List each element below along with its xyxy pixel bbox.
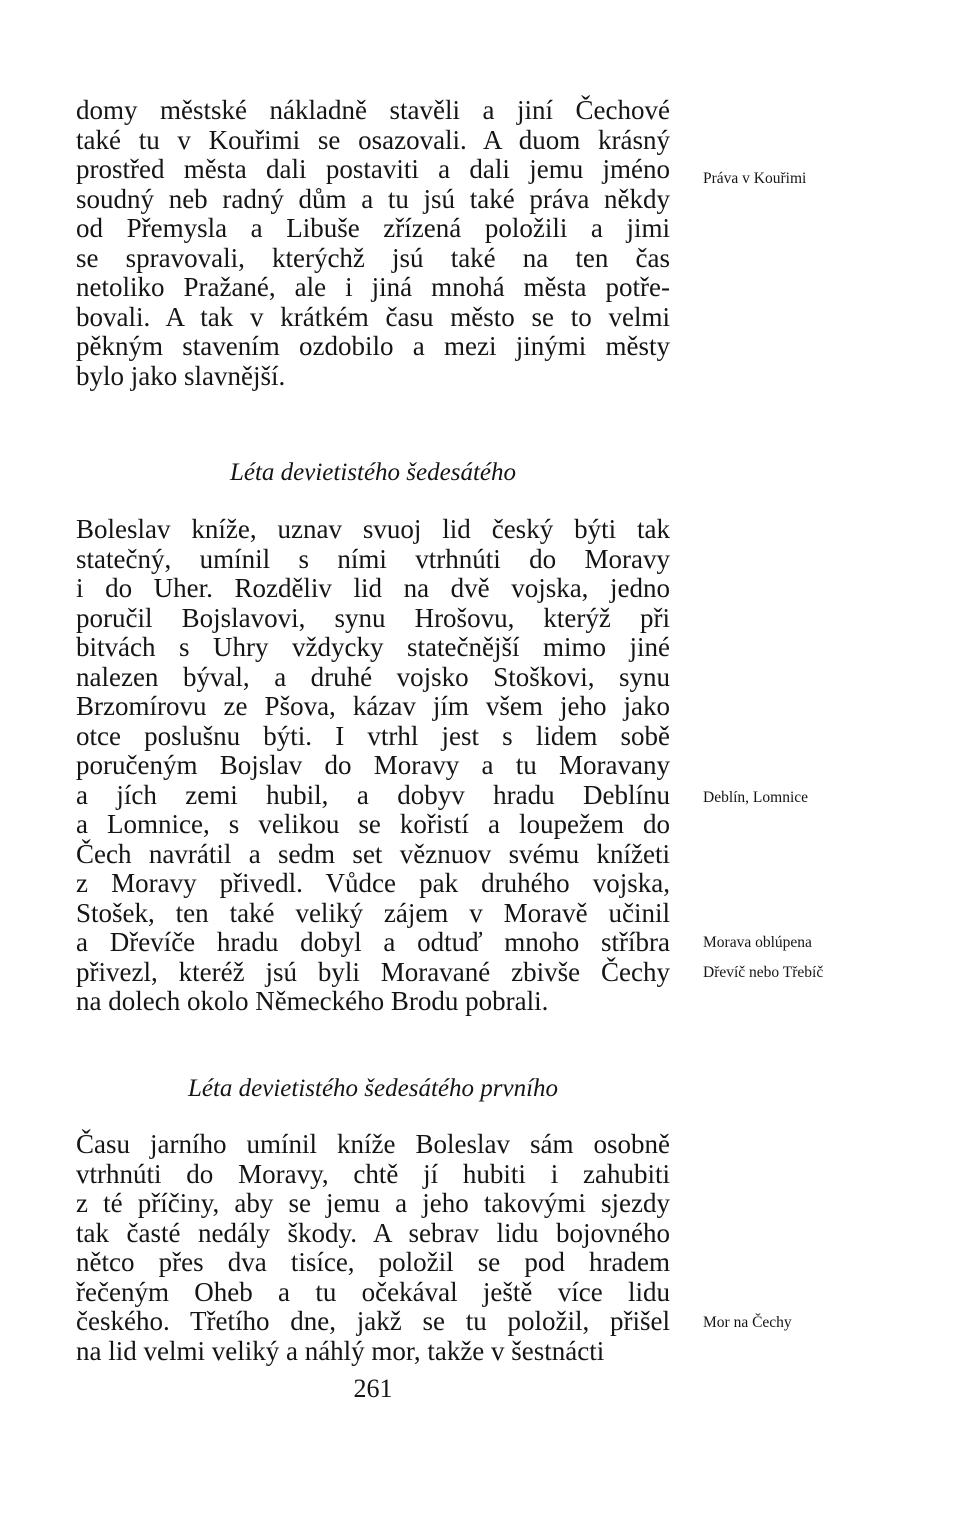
- text-line: na dolech okolo Německého Brodu pobrali.: [76, 986, 549, 1016]
- text-line: bylo jako slavnější.: [76, 360, 286, 391]
- paragraph-3: [76, 1130, 670, 1366]
- text-line: z Moravy přivedl. Vůdce pak druhého vojska,: [76, 868, 670, 898]
- text-line: i do Uher. Rozděliv lid na dvě vojska, jedno: [76, 573, 670, 603]
- margin-note-deblin: Deblín, Lomnice: [703, 789, 809, 806]
- text-line: Čech navrátil a sedm set věznuov svému knížeti: [76, 838, 670, 869]
- margin-note-morava: Morava oblúpena: [703, 934, 812, 951]
- text-line: Času jarního umínil kníže Boleslav sám osobně: [76, 1129, 670, 1159]
- text-line: domy městské nákladně stavěli a jiní Čechové: [76, 95, 670, 125]
- text-line: poručeným Bojslav do Moravy a tu Moravany: [76, 750, 670, 780]
- text-line: a Dřevíče hradu dobyl a odtuď mnoho stříbra: [76, 927, 670, 957]
- text-line: nětco přes dva tisíce, položil se pod hradem: [76, 1247, 670, 1277]
- text-line: z té příčiny, aby se jemu a jeho takovými sjezdy: [76, 1188, 670, 1218]
- text-line: poručil Bojslavovi, synu Hrošovu, kterýž při: [76, 602, 670, 633]
- text-line: Boleslav kníže, uznav svuoj lid český býti tak: [76, 514, 670, 544]
- text-line: prostřed města dali postaviti a dali jemu jméno: [76, 154, 670, 184]
- paragraph-1: [76, 96, 670, 391]
- text-line: na lid velmi veliký a náhlý mor, takže v šestnácti: [76, 1335, 605, 1366]
- section-heading-960: Léta devietistého šedesátého: [229, 459, 517, 486]
- text-line: nalezen býval, a druhé vojsko Stoškovi, synu: [76, 661, 670, 692]
- paragraph-2: [76, 515, 670, 1017]
- text-line: přivezl, kteréž jsú byli Moravané zbivše Čechy: [76, 956, 670, 987]
- text-line: bitvách s Uhry vždycky statečnější mimo jiné: [76, 632, 670, 662]
- text-line: řečeným Oheb a tu očekával ještě více lidu: [76, 1276, 670, 1307]
- text-line: statečný, umínil s ními vtrhnúti do Moravy: [76, 543, 670, 574]
- text-line: od Přemysla a Libuše zřízená položili a jimi: [76, 213, 670, 243]
- section-heading-961: Léta devietistého šedesátého prvního: [187, 1075, 559, 1102]
- text-line: českého. Třetího dne, jakž se tu položil, přišel: [76, 1306, 670, 1336]
- text-line: se spravovali, kterýchž jsú také na ten čas: [76, 242, 670, 273]
- margin-note-mor: Mor na Čechy: [703, 1314, 792, 1331]
- text-line: a jích zemi hubil, a dobyv hradu Deblínu: [76, 779, 670, 810]
- text-line: otce poslušnu býti. I vtrhl jest s lidem sobě: [76, 720, 670, 751]
- page-number: 261: [353, 1374, 393, 1403]
- text-line: netoliko Pražané, ale i jiná mnohá města potře-: [76, 272, 670, 302]
- text-line: soudný neb radný dům a tu jsú také práva někdy: [76, 183, 670, 214]
- text-line: bovali. A tak v krátkém času město se to velmi: [76, 301, 670, 332]
- text-line: vtrhnúti do Moravy, chtě jí hubiti i zahubiti: [76, 1158, 670, 1189]
- text-line: pěkným stavením ozdobilo a mezi jinými městy: [76, 331, 670, 361]
- text-line: a Lomnice, s velikou se kořistí a loupežem do: [76, 809, 670, 839]
- margin-note-drevic: Dřevíč nebo Třebíč: [703, 964, 824, 981]
- text-line: Stošek, ten také veliký zájem v Moravě učinil: [76, 897, 670, 928]
- margin-note-prava: Práva v Kouřimi: [703, 170, 807, 187]
- text-line: také tu v Kouřimi se osazovali. A duom krásný: [76, 124, 670, 155]
- text-line: Brzomírovu ze Pšova, kázav jím všem jeho jako: [76, 691, 670, 721]
- text-line: tak časté nedály škody. A sebrav lidu bojovného: [76, 1217, 670, 1248]
